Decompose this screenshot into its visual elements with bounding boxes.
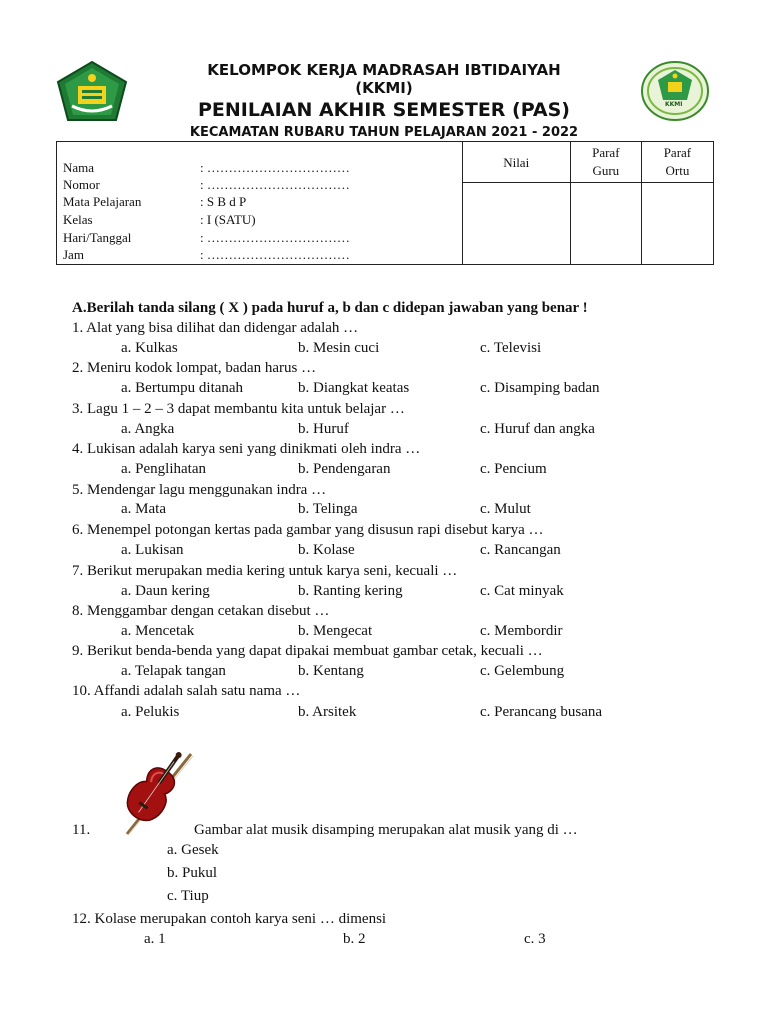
question-9: 9. Berikut benda-benda yang dapat dipakai membuat gambar cetak, kecuali …	[72, 643, 543, 659]
question-7: 7. Berikut merupakan media kering untuk karya seni, kecuali …	[72, 563, 458, 579]
violin-image	[105, 744, 195, 836]
field-value-hari[interactable]: : ……………………………	[200, 230, 350, 245]
q3-option-a[interactable]: a. Angka	[121, 421, 175, 437]
page-title: PENILAIAN AKHIR SEMESTER (PAS)	[198, 99, 570, 121]
paraf-guru-label-1: Paraf	[592, 145, 620, 160]
q10-option-a[interactable]: a. Pelukis	[121, 704, 180, 720]
field-value-kelas: : I (SATU)	[200, 212, 256, 227]
q12-option-a[interactable]: a. 1	[144, 931, 166, 947]
q11-option-a[interactable]: a. Gesek	[167, 842, 219, 858]
q11-option-b[interactable]: b. Pukul	[167, 865, 218, 881]
paraf-ortu-label-1: Paraf	[663, 145, 692, 160]
paraf-ortu-box[interactable]	[641, 183, 713, 265]
header-line-2: (KKMI)	[355, 79, 413, 97]
q2-option-b[interactable]: b. Diangkat keatas	[298, 380, 410, 396]
q7-option-b[interactable]: b. Ranting kering	[298, 583, 403, 599]
q7-option-c[interactable]: c. Cat minyak	[480, 583, 564, 599]
nilai-header	[462, 142, 570, 183]
q6-option-a[interactable]: a. Lukisan	[121, 542, 184, 558]
q7-option-a[interactable]: a. Daun kering	[121, 583, 210, 599]
q9-option-a[interactable]: a. Telapak tangan	[121, 663, 226, 679]
q5-option-c[interactable]: c. Mulut	[480, 501, 531, 517]
question-3: 3. Lagu 1 – 2 – 3 dapat membantu kita untuk belajar …	[72, 401, 405, 417]
q2-option-a[interactable]: a. Bertumpu ditanah	[121, 380, 244, 396]
q8-option-a[interactable]: a. Mencetak	[121, 623, 195, 639]
field-value-nomor[interactable]: : ……………………………	[200, 177, 350, 192]
field-value-nama[interactable]: : ……………………………	[200, 160, 350, 175]
q1-option-b[interactable]: b. Mesin cuci	[298, 340, 380, 356]
section-a-instruction: A.Berilah tanda silang ( X ) pada huruf a, b dan c didepan jawaban yang benar !	[72, 300, 588, 316]
q10-option-c[interactable]: c. Perancang busana	[480, 704, 603, 720]
q9-option-c[interactable]: c. Gelembung	[480, 663, 565, 679]
paraf-ortu-label-2: Ortu	[665, 163, 690, 178]
q1-option-c[interactable]: c. Televisi	[480, 340, 542, 356]
paraf-guru-header	[570, 142, 641, 183]
q3-option-b[interactable]: b. Huruf	[298, 421, 349, 437]
q12-option-b[interactable]: b. 2	[343, 931, 366, 947]
paraf-guru-label-2: Guru	[592, 163, 620, 178]
header-line-1: KELOMPOK KERJA MADRASAH IBTIDAIYAH	[207, 61, 561, 79]
q2-option-c[interactable]: c. Disamping badan	[480, 380, 600, 396]
question-8: 8. Menggambar dengan cetakan disebut …	[72, 603, 330, 619]
q6-option-c[interactable]: c. Rancangan	[480, 542, 561, 558]
question-6: 6. Menempel potongan kertas pada gambar yang disusun rapi disebut karya …	[72, 522, 544, 538]
question-10: 10. Affandi adalah salah satu nama …	[72, 683, 301, 699]
field-label-mapel: Mata Pelajaran	[63, 194, 142, 209]
question-12: 12. Kolase merupakan contoh karya seni … dimensi	[72, 911, 387, 927]
field-value-mapel: : S B d P	[200, 194, 247, 209]
q12-option-c[interactable]: c. 3	[524, 931, 546, 947]
q10-option-b[interactable]: b. Arsitek	[298, 704, 357, 720]
q11-option-c[interactable]: c. Tiup	[167, 888, 209, 904]
question-11-number: 11.	[72, 822, 91, 838]
q8-option-b[interactable]: b. Mengecat	[298, 623, 373, 639]
q5-option-a[interactable]: a. Mata	[121, 501, 166, 517]
nilai-label: Nilai	[503, 155, 530, 170]
kkmi-logo-text: KKMI	[665, 101, 683, 108]
student-info-table	[56, 141, 714, 265]
field-label-kelas: Kelas	[63, 212, 93, 227]
field-label-nomor: Nomor	[63, 177, 100, 192]
q8-option-c[interactable]: c. Membordir	[480, 623, 563, 639]
q6-option-b[interactable]: b. Kolase	[298, 542, 355, 558]
field-value-jam[interactable]: : ……………………………	[200, 247, 350, 262]
q9-option-b[interactable]: b. Kentang	[298, 663, 364, 679]
q4-option-a[interactable]: a. Penglihatan	[121, 461, 206, 477]
field-label-jam: Jam	[63, 247, 84, 262]
q5-option-b[interactable]: b. Telinga	[298, 501, 358, 517]
header-line-4: KECAMATAN RUBARU TAHUN PELAJARAN 2021 - 2022	[189, 125, 579, 140]
paraf-ortu-header	[641, 142, 713, 183]
question-11: Gambar alat musik disamping merupakan alat musik yang di …	[194, 822, 578, 838]
question-1: 1. Alat yang bisa dilihat dan didengar adalah …	[72, 320, 359, 336]
nilai-box[interactable]	[462, 183, 570, 265]
q4-option-b[interactable]: b. Pendengaran	[298, 461, 391, 477]
question-4: 4. Lukisan adalah karya seni yang dinikmati oleh indra …	[72, 441, 421, 457]
q4-option-c[interactable]: c. Pencium	[480, 461, 547, 477]
question-5: 5. Mendengar lagu menggunakan indra …	[72, 482, 327, 498]
paraf-guru-box[interactable]	[570, 183, 641, 265]
q3-option-c[interactable]: c. Huruf dan angka	[480, 421, 595, 437]
field-label-nama: Nama	[63, 160, 95, 175]
field-label-hari: Hari/Tanggal	[63, 230, 132, 245]
q1-option-a[interactable]: a. Kulkas	[121, 340, 178, 356]
question-2: 2. Meniru kodok lompat, badan harus …	[72, 360, 317, 376]
